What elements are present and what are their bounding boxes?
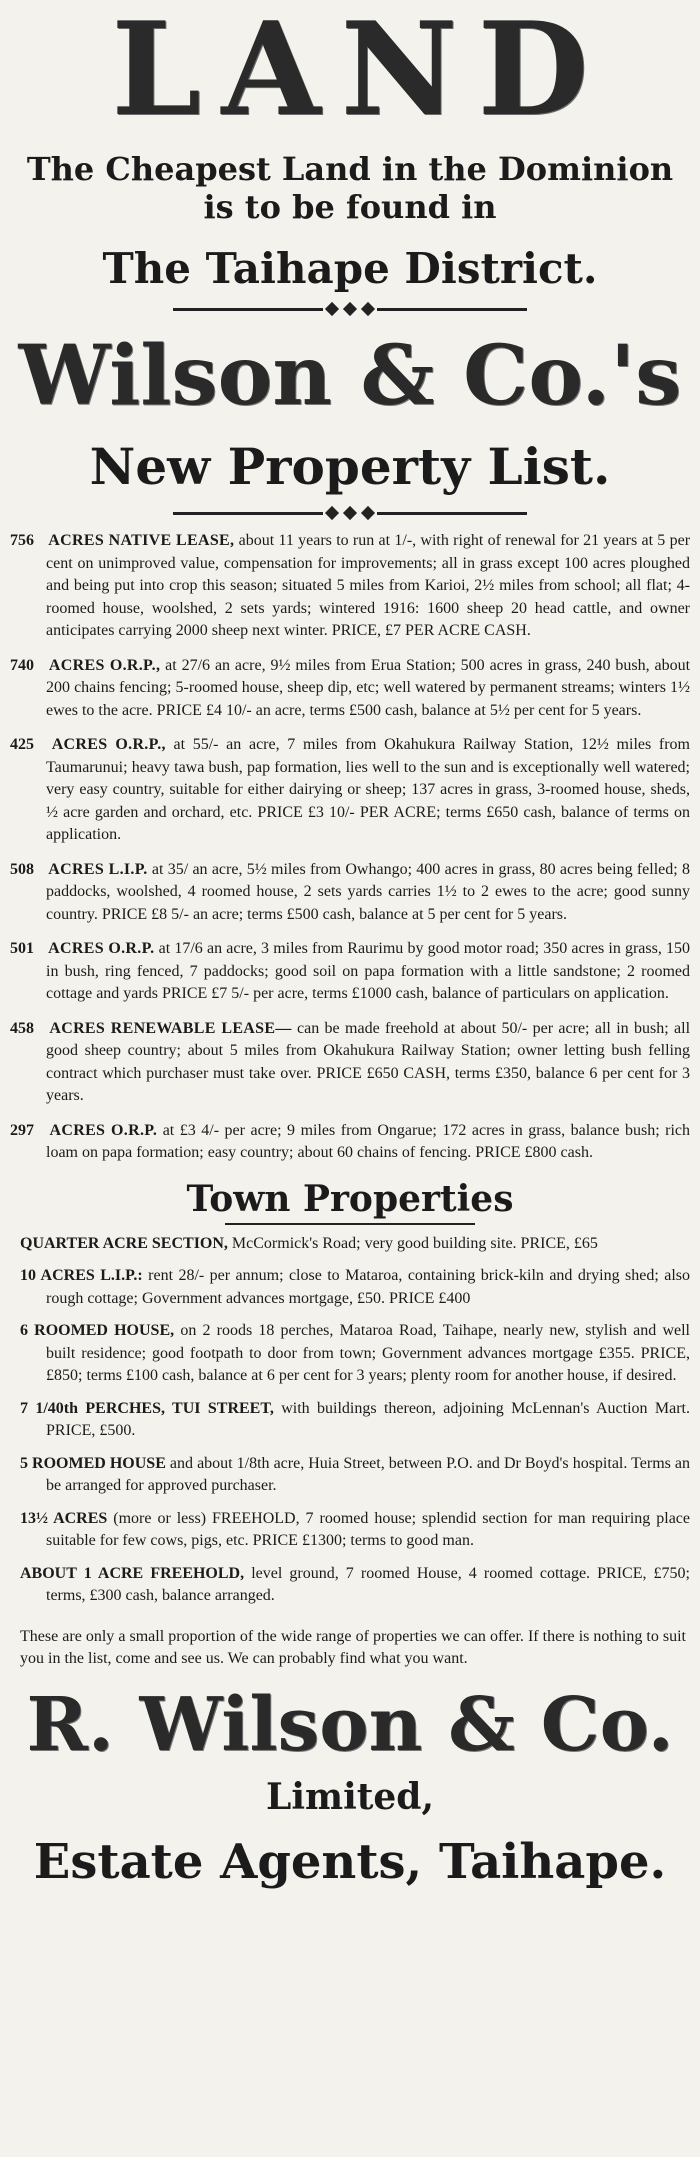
listing-number: 458 [10, 1019, 34, 1037]
town-listing [10, 1265, 690, 1310]
divider [10, 508, 690, 518]
town-listing-title: 13½ ACRES [20, 1509, 108, 1527]
town-listing-title: 7 1/40th PERCHES, TUI STREET, [20, 1399, 274, 1417]
town-listing [10, 1398, 690, 1443]
listing-price: PRICE, £7 PER ACRE CASH. [331, 622, 531, 639]
listing-title: ACRES L.I.P. [48, 860, 148, 878]
listing [10, 859, 690, 927]
listing-title: ACRES O.R.P., [51, 736, 166, 753]
company-name: R. Wilson & Co. [26, 1681, 674, 1768]
town-listing [10, 1508, 690, 1553]
listing [10, 1018, 690, 1108]
town-listing-title: ABOUT 1 ACRE FREEHOLD, [20, 1564, 245, 1582]
listing-number: 756 [10, 532, 34, 549]
town-properties-heading: Town Properties [10, 1177, 690, 1225]
listing-text: at 35/ an acre, 5½ miles from Owhango; 400 acres in grass, 80 acres being felled; 8 paddocks, woolshed, 4 roomed house, 2 sets yards carries 1½ to 2 ewes to the acre; good sunny country. PRICE £8 5/- an acre; terms £500 cash, balance at 5 per cent for 5 years. [46, 860, 690, 923]
listing-title: ACRES RENEWABLE LEASE— [49, 1019, 292, 1037]
town-listing-title: QUARTER ACRE SECTION, [20, 1234, 228, 1252]
town-listing-title: 5 ROOMED HOUSE [20, 1454, 166, 1472]
town-listing-title: 10 ACRES L.I.P.: [20, 1267, 143, 1284]
masthead-line-1: The Cheapest Land in the Dominion [26, 150, 674, 188]
closing-note: These are only a small proportion of the wide range of properties we can offer. If there is nothing to suit you in the list, come and see us. We can probably find what you want. [20, 1627, 686, 1667]
town-listing-text: (more or less) FREEHOLD, 7 roomed house; splendid section for man requiring place suitable for few cows, pigs, etc. PRICE £1300; terms to good man. [46, 1509, 691, 1549]
town-listing [10, 1453, 690, 1498]
listing-title: ACRES NATIVE LEASE, [48, 532, 235, 549]
listing [10, 734, 690, 847]
town-listings [10, 1233, 690, 1608]
listing [10, 1120, 690, 1165]
town-listing-text: McCormick's Road; very good building site. PRICE, £65 [231, 1234, 598, 1252]
masthead-title: LAND [111, 0, 609, 145]
listing-number: 740 [10, 656, 34, 674]
rural-listings [10, 530, 690, 1165]
listing-title: ACRES O.R.P. [48, 940, 155, 957]
listing-number: 425 [10, 736, 34, 753]
listing [10, 530, 690, 643]
town-listing-text: and about 1/8th acre, Huia Street, between P.O. and Dr Boyd's hospital. Terms an be arranged for approved purchaser. [46, 1454, 691, 1494]
listing-number: 297 [10, 1121, 34, 1139]
town-listing-text: on 2 roods 18 perches, Mataroa Road, Taihape, nearly new, stylish and well built residence; good footpath to door from town; Government advances mortgage £355. PRICE, £850; terms £100 cash, balance at 6 per cent for 3 years; plenty room for another house, if desired. [46, 1322, 691, 1384]
listing-number: 508 [10, 860, 34, 878]
listing-number: 501 [10, 940, 34, 957]
masthead-line-2: is to be found in [203, 188, 497, 226]
listing-text: at 17/6 an acre, 3 miles from Raurimu by good motor road; 350 acres in grass, 150 in bush, ring fenced, 7 paddocks; good soil on papa formation with a little sandstone; 2 roomed cottage and yards PRICE £7 5/- per acre, terms £1000 cash, balance of particulars on application. [46, 940, 691, 1002]
listing [10, 938, 690, 1006]
company-tagline: Estate Agents, Taihape. [33, 1833, 667, 1890]
firm-name: Wilson & Co.'s [18, 328, 682, 424]
town-listing-text: with buildings thereon, adjoining McLennan's Auction Mart. PRICE, £500. [46, 1399, 691, 1439]
property-list-title: New Property List. [89, 437, 611, 496]
town-listing [10, 1320, 690, 1388]
listing-text: can be made freehold at about 50/- per acre; all in bush; all good sheep country; about 5 miles from Okahukura Railway Station; owner letting bush felling contract which purchaser must take over. PRICE £650 CASH, terms £350, balance 6 per cent for 3 years. [46, 1019, 691, 1104]
company-limited: Limited, [266, 1775, 434, 1818]
listing-text: at £3 4/- per acre; 9 miles from Ongarue; 172 acres in grass, balance bush; rich loam on papa formation; easy country; about 60 chains of fencing. PRICE £800 cash. [46, 1121, 691, 1161]
listing-text: at 55/- an acre, 7 miles from Okahukura Railway Station, 12½ miles from Taumarunui; heavy tawa bush, pap formation, lies well to the sun and is exceptionally well watered; very easy country, suitable for either dairying or sheep; 137 acres in grass, 3-roomed house, sheds, ½ acre garden and orchard, etc. PRICE £3 10/- PER ACRE; terms £650 cash, balance of terms on application. [46, 736, 691, 843]
town-listing [10, 1233, 690, 1256]
listing-text: at 27/6 an acre, 9½ miles from Erua Station; 500 acres in grass, 240 bush, about 200 chains fencing; 5-roomed house, sheep dip, etc; well watered by permanent streams; winters 1½ ewes to the acre. PRICE £4 10/- an acre, terms £500 cash, balance at 5½ per cent for 5 years. [46, 656, 691, 719]
listing-title: ACRES O.R.P., [48, 656, 161, 674]
town-listing-text: level ground, 7 roomed House, 4 roomed cottage. PRICE, £750; terms, £300 cash, balance arranged. [46, 1564, 690, 1604]
town-listing [10, 1563, 690, 1608]
town-listing-title: 6 ROOMED HOUSE, [20, 1322, 175, 1339]
listing-title: ACRES O.R.P. [49, 1121, 158, 1139]
listing-text: about 11 years to run at 1/-, with right of renewal for 21 years at 5 per cent on unimproved value, compensation for improvements; all in grass except 100 acres ploughed and being put into crop this season; situated 5 miles from Karioi, 2½ miles from school; all flat; 4-roomed house, woolshed, 2 sets yards; wintered 1916: 1600 sheep 20 head cattle, and owner anticipates carrying 2000 sheep next winter. [46, 532, 691, 639]
divider [10, 304, 690, 314]
district-heading: The Taihape District. [102, 244, 598, 293]
listing [10, 655, 690, 723]
town-listing-text: rent 28/- per annum; close to Mataroa, containing brick-kiln and drying shed; also rough cottage; Government advances mortgage, £50. PRICE £400 [46, 1267, 691, 1307]
